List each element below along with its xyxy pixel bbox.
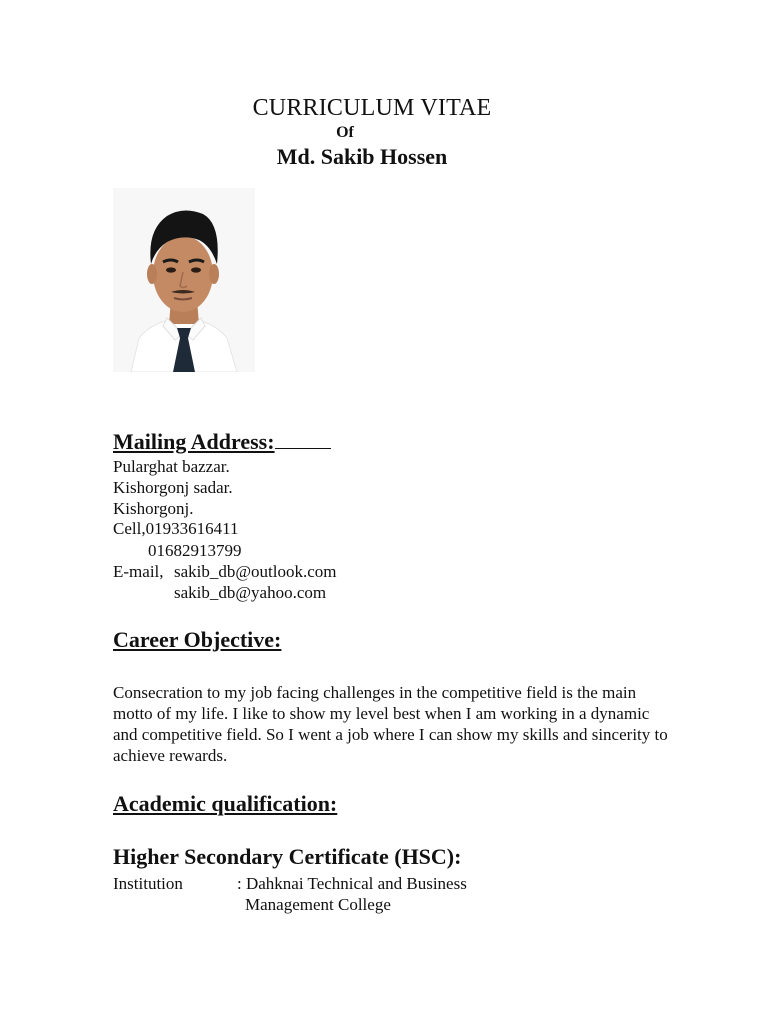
address-line: Pularghat bazzar. <box>113 457 230 476</box>
cv-title: CURRICULUM VITAE <box>252 95 492 121</box>
email-address: sakib_db@yahoo.com <box>174 583 327 602</box>
career-objective-text: Consecration to my job facing challenges in the competitive field is the main motto of my life. I like to show my level best when I am working in a dynamic and competitive field. So I went a job where I can show my skills and sincerity to achieve rewards. <box>113 683 668 765</box>
cell-row <box>113 518 238 539</box>
candidate-name: Md. Sakib Hossen <box>276 144 448 169</box>
institution-label: Institution <box>113 874 183 893</box>
cv-of-label: Of <box>336 124 354 141</box>
email-label: E-mail, <box>113 562 164 581</box>
email-address: sakib_db@outlook.com <box>174 562 337 581</box>
phone-number: 01682913799 <box>148 541 242 560</box>
address-line: Kishorgonj. <box>113 499 194 518</box>
profile-photo-illustration <box>113 188 255 372</box>
hsc-heading: Higher Secondary Certificate (HSC): <box>113 844 462 869</box>
phone-number: 01933616411 <box>145 519 239 538</box>
profile-photo <box>113 188 255 372</box>
address-line: Kishorgonj sadar. <box>113 478 233 497</box>
institution-value-continued: Management College <box>245 895 391 914</box>
mailing-address-heading: Mailing Address: <box>113 428 331 455</box>
career-objective-heading: Career Objective: <box>113 627 282 652</box>
institution-value: : Dahknai Technical and Business <box>237 874 467 893</box>
cell-label: Cell, <box>113 519 146 538</box>
academic-qualification-heading: Academic qualification: <box>113 791 338 816</box>
